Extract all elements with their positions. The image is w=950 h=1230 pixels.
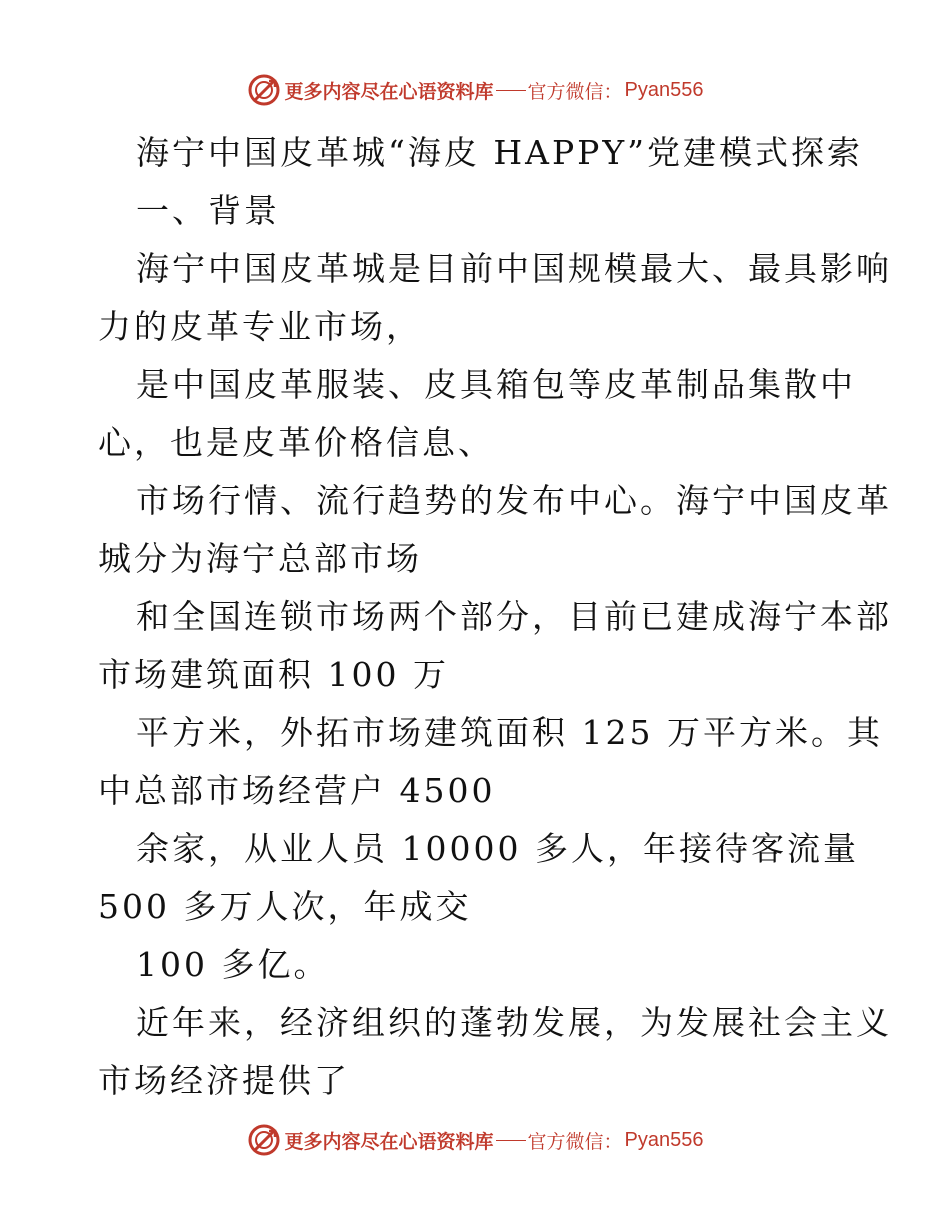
paragraph-line: 平方米，外拓市场建筑面积 125 万平方米。其: [136, 713, 883, 752]
paragraph-line: 心，也是皮革价格信息、: [98, 423, 494, 462]
banner-dash: [496, 1140, 526, 1141]
section-heading: 一、背景: [136, 191, 280, 230]
paragraph-line: 是中国皮革服装、皮具箱包等皮革制品集散中: [136, 365, 856, 404]
paragraph-line: 市场经济提供了: [98, 1061, 350, 1100]
banner-wechat-id: Pyan556: [624, 1128, 704, 1151]
banner-wechat-id: Pyan556: [624, 78, 704, 101]
banner-main-text: 更多内容尽在心语资料库: [284, 80, 494, 103]
banner-main-text: 更多内容尽在心语资料库: [284, 1130, 494, 1153]
brand-logo-icon: [247, 1123, 281, 1157]
banner-wechat-label: 官方微信：: [527, 80, 623, 103]
footer-watermark-banner: [0, 1120, 950, 1160]
document-title: 海宁中国皮革城“海皮 HAPPY”党建模式探索: [136, 133, 864, 172]
paragraph-line: 近年来，经济组织的蓬勃发展，为发展社会主义: [136, 1003, 892, 1042]
paragraph-line: 市场建筑面积 100 万: [98, 655, 449, 694]
banner-dash: [496, 90, 526, 91]
document-body: [98, 124, 892, 1110]
paragraph-line: 中总部市场经营户 4500: [98, 771, 496, 810]
paragraph-line: 海宁中国皮革城是目前中国规模最大、最具影响: [136, 249, 892, 288]
paragraph-line: 力的皮革专业市场，: [98, 307, 422, 346]
header-watermark-banner: [0, 70, 950, 110]
paragraph-line: 市场行情、流行趋势的发布中心。海宁中国皮革: [136, 481, 892, 520]
paragraph-line: 500 多万人次，年成交: [98, 887, 472, 926]
paragraph-line: 城分为海宁总部市场: [98, 539, 422, 578]
paragraph-line: 和全国连锁市场两个部分，目前已建成海宁本部: [136, 597, 892, 636]
paragraph-line: 余家，从业人员 10000 多人，年接待客流量: [136, 829, 859, 868]
paragraph-line: 100 多亿。: [136, 945, 330, 984]
banner-wechat-label: 官方微信：: [527, 1130, 623, 1153]
brand-logo-icon: [247, 73, 281, 107]
